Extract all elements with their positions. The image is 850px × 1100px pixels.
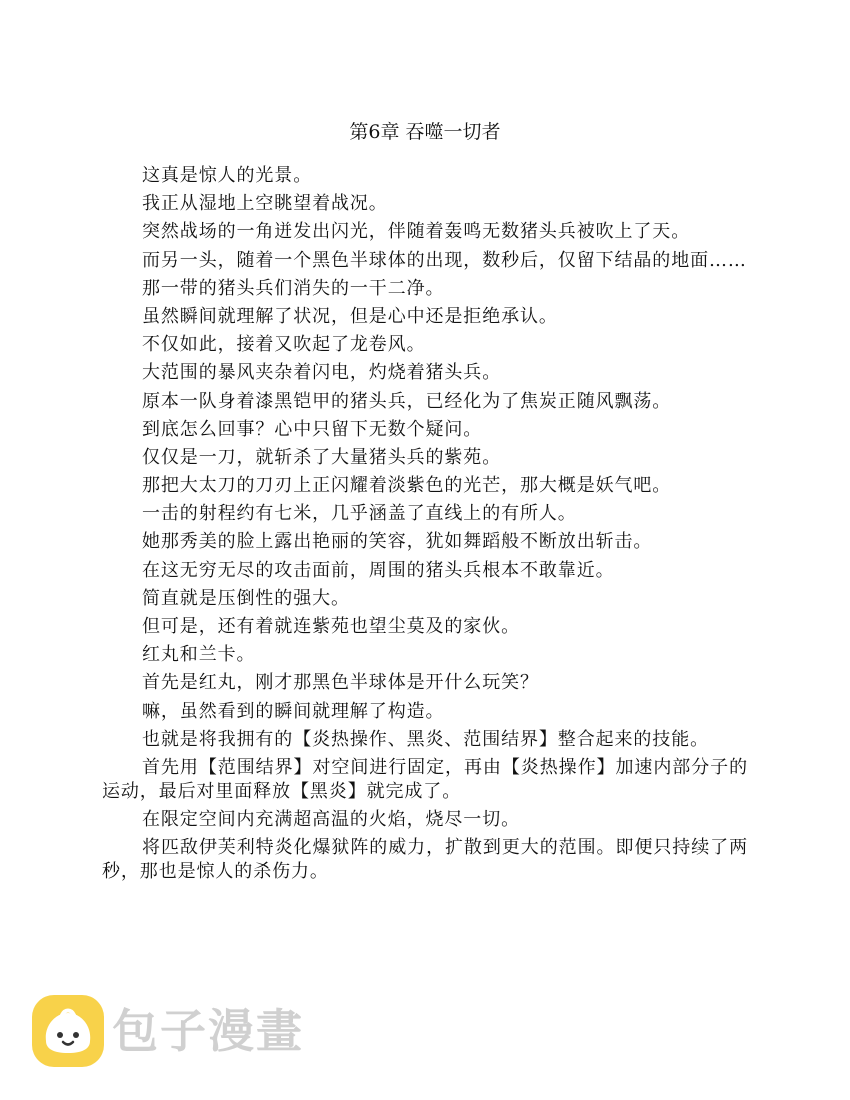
paragraph: 也就是将我拥有的【炎热操作、黑炎、范围结界】整合起来的技能。 <box>142 728 709 750</box>
watermark-text: 包子漫畫 <box>112 1004 304 1058</box>
paragraph: 将匹敌伊芙利特炎化爆狱阵的威力，扩散到更大的范围。即便只持续了两秒，那也是惊人的杀伤力。 <box>102 837 748 883</box>
paragraph: 在限定空间内充满超高温的火焰，烧尽一切。 <box>142 809 520 831</box>
watermark <box>32 995 332 1067</box>
paragraph: 首先用【范围结界】对空间进行固定，再由【炎热操作】加速内部分子的运动，最后对里面释放【黑炎】就完成了。 <box>102 756 748 802</box>
paragraph: 到底怎么回事？心中只留下无数个疑问。 <box>142 418 483 440</box>
bun-mascot-icon <box>32 995 104 1067</box>
paragraph: 而另一头，随着一个黑色半球体的出现，数秒后，仅留下结晶的地面…… <box>142 249 747 271</box>
paragraph: 虽然瞬间就理解了状况，但是心中还是拒绝承认。 <box>142 305 558 327</box>
paragraph: 简直就是压倒性的强大。 <box>142 587 350 609</box>
paragraph: 突然战场的一角迸发出闪光，伴随着轰鸣无数猪头兵被吹上了天。 <box>142 221 691 243</box>
paragraph: 红丸和兰卡。 <box>142 644 256 666</box>
paragraph: 在这无穷无尽的攻击面前，周围的猪头兵根本不敢靠近。 <box>142 559 615 581</box>
paragraph: 一击的射程约有七米，几乎涵盖了直线上的有所人。 <box>142 503 577 525</box>
paragraph: 我正从湿地上空眺望着战况。 <box>142 193 388 215</box>
paragraph: 但可是，还有着就连紫苑也望尘莫及的家伙。 <box>142 616 520 637</box>
chapter-body <box>102 164 748 889</box>
paragraph: 首先是红丸，刚才那黑色半球体是开什么玩笑？ <box>142 672 539 694</box>
paragraph: 原本一队身着漆黑铠甲的猪头兵，已经化为了焦炭正随风飘荡。 <box>142 390 672 412</box>
paragraph: 仅仅是一刀，就斩杀了大量猪头兵的紫苑。 <box>142 446 502 468</box>
paragraph: 这真是惊人的光景。 <box>142 165 313 186</box>
paragraph: 那把大太刀的刀刃上正闪耀着淡紫色的光芒，那大概是妖气吧。 <box>142 475 672 497</box>
paragraph: 大范围的暴风夹杂着闪电，灼烧着猪头兵。 <box>142 362 502 384</box>
chapter-title: 第6章 吞噬一切者 <box>349 121 501 143</box>
paragraph: 不仅如此，接着又吹起了龙卷风。 <box>142 334 426 356</box>
paragraph: 那一带的猪头兵们消失的一干二净。 <box>142 277 445 299</box>
paragraph: 她那秀美的脸上露出艳丽的笑容，犹如舞蹈般不断放出斩击。 <box>142 531 653 553</box>
paragraph: 嘛，虽然看到的瞬间就理解了构造。 <box>142 700 445 722</box>
